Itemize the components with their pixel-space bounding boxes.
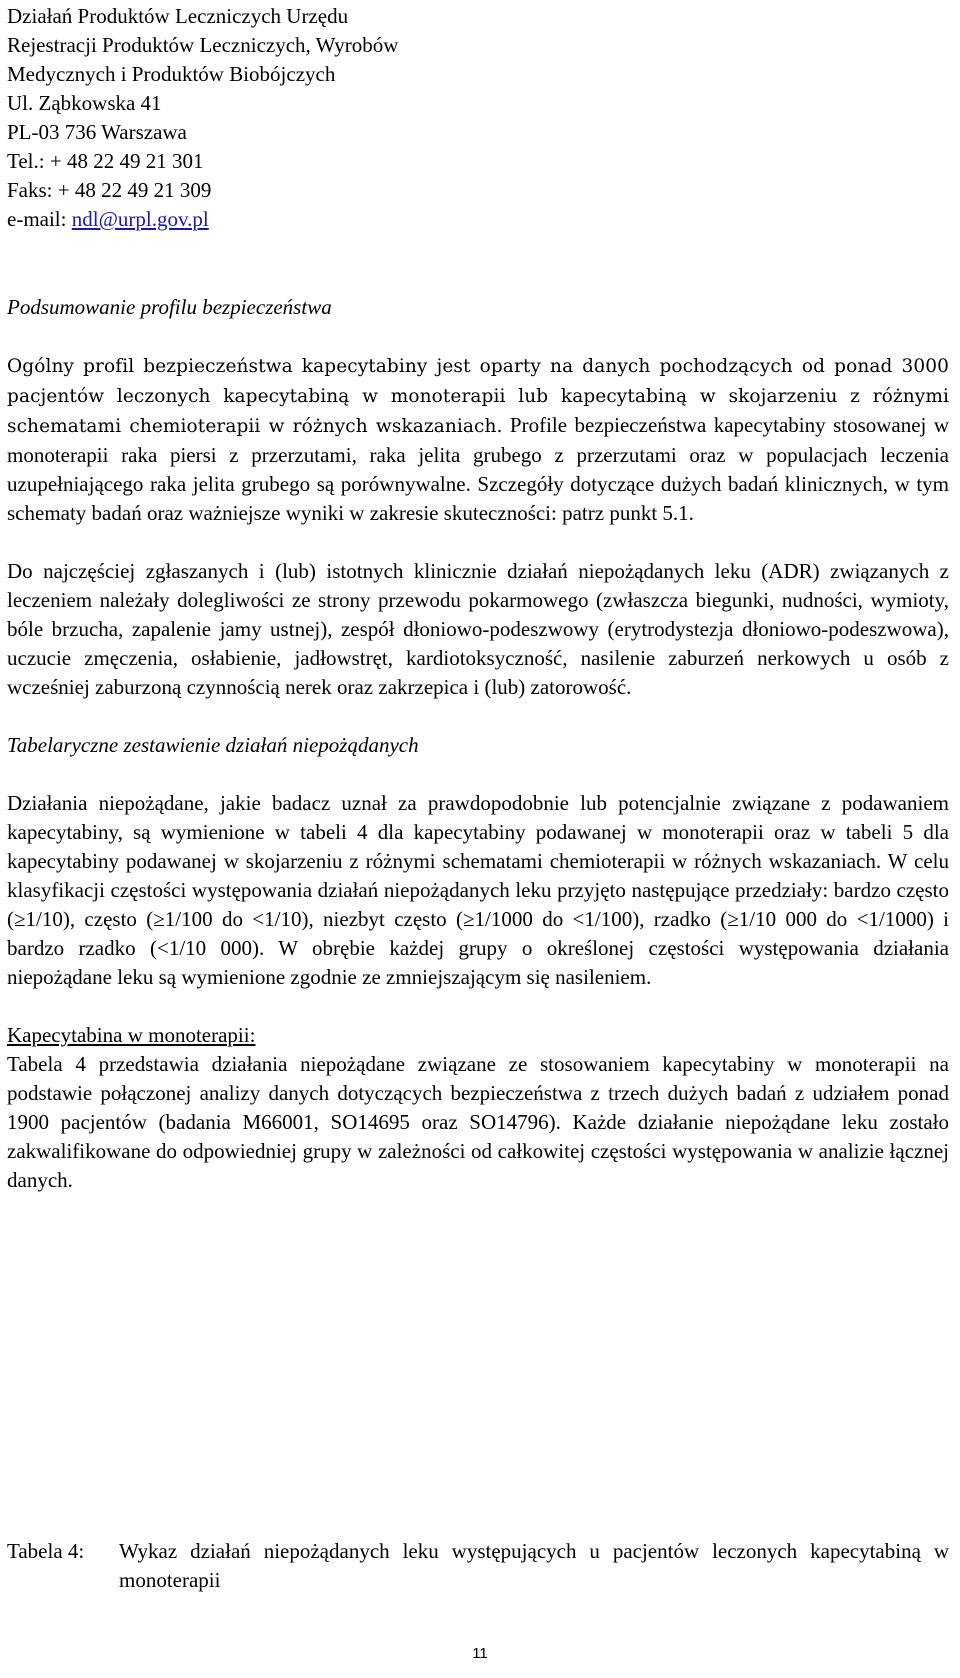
monotherapy-paragraph: Tabela 4 przedstawia działania niepożądane związane ze stosowaniem kapecytabiny w monoterapii na podstawie połączonej analizy danych dotyczących bezpieczeństwa z trzech dużych badań z udziałem ponad 1900 pacjentów (badania M66001, SO14695 oraz SO14796). Każde działanie niepożądane leku zostało zakwalifikowane do odpowiedniej grupy w zależności od całkowitej częstości występowania w analizie łącznej danych. <box>7 1052 949 1192</box>
address-block <box>7 0 955 234</box>
safety-heading: Podsumowanie profilu bezpieczeństwa <box>7 295 332 319</box>
address-line: Tel.: + 48 22 49 21 301 <box>7 149 204 173</box>
safety-paragraph-2: Do najczęściej zgłaszanych i (lub) istotnych klinicznie działań niepożądanych leku (ADR) związanych z leczeniem należały dolegliwości ze strony przewodu pokarmowego (zwłaszcza biegunki, nudności, wymioty, bóle brzucha, zapalenie jamy ustnej), zespół dłoniowo-podeszwowy (erytrodystezja dłoniowo-podeszwowa), uczucie zmęczenia, osłabienie, jadłowstręt, kardiotoksyczność, nasilenie zaburzeń nerkowych u osób z wcześniej zaburzoną czynnością nerek oraz zakrzepica i (lub) zatorowość. <box>7 559 949 699</box>
table-caption-text: Wykaz działań niepożądanych leku występujących u pacjentów leczonych kapecytabiną w monoterapii <box>119 1539 949 1592</box>
address-line: Ul. Ząbkowska 41 <box>7 91 162 115</box>
email-line <box>7 205 955 234</box>
email-label: e-mail: <box>7 207 72 231</box>
table-heading: Tabelaryczne zestawienie działań niepożądanych <box>7 733 419 757</box>
email-link[interactable]: ndl@urpl.gov.pl <box>71 207 209 231</box>
table-paragraph: Działania niepożądane, jakie badacz uznał za prawdopodobnie lub potencjalnie związane z podawaniem kapecytabiny, są wymienione w tabeli 4 dla kapecytabiny podawanej w monoterapii oraz w tabeli 5 dla kapecytabiny podawanej w skojarzeniu z różnymi schematami chemioterapii w różnych wskazaniach. W celu klasyfikacji częstości występowania działań niepożądanych leku przyjęto następujące przedziały: bardzo często (≥1/10), często (≥1/100 do <1/10), niezbyt często (≥1/1000 do <1/100), rzadko (≥1/10 000 do <1/1000) i bardzo rzadko (<1/10 000). W obrębie każdej grupy o określonej częstości występowania działania niepożądane leku są wymienione zgodnie ze zmniejszającym się nasileniem. <box>7 791 949 989</box>
address-line: PL-03 736 Warszawa <box>7 120 187 144</box>
safety-paragraph-1-part-b: Profile bezpieczeństwa kapecytabiny stosowanej w monoterapii raka piersi z przerzutami, raka jelita grubego z przerzutami oraz w populacjach leczenia uzupełniającego raka jelita grubego są porównywalne. Szczegóły dotyczące dużych badań klinicznych, w tym schematy badań oraz ważniejsze wyniki w zakresie skuteczności: patrz punkt 5.1. <box>7 413 949 525</box>
monotherapy-heading: Kapecytabina w monoterapii: <box>7 1023 256 1047</box>
address-line: Medycznych i Produktów Biobójczych <box>7 62 336 86</box>
address-line: Faks: + 48 22 49 21 309 <box>7 178 212 202</box>
safety-paragraph-1 <box>7 351 949 528</box>
document-page <box>7 0 955 1195</box>
safety-paragraph-1-part-a: Ogólny profil bezpieczeństwa kapecytabiny jest oparty na danych pochodzących od ponad 3000 pacjentów leczonych kapecytabiną w monoterapii lub kapecytabiną w skojarzeniu z różnymi schematami chemioterapii w różnych wskazaniach. <box>7 356 949 437</box>
address-line: Rejestracji Produktów Leczniczych, Wyrobów <box>7 33 399 57</box>
page-number: 11 <box>472 1645 488 1662</box>
table-caption <box>7 1537 949 1595</box>
table-caption-label: Tabela 4: <box>7 1539 85 1563</box>
address-line: Działań Produktów Leczniczych Urzędu <box>7 4 349 28</box>
